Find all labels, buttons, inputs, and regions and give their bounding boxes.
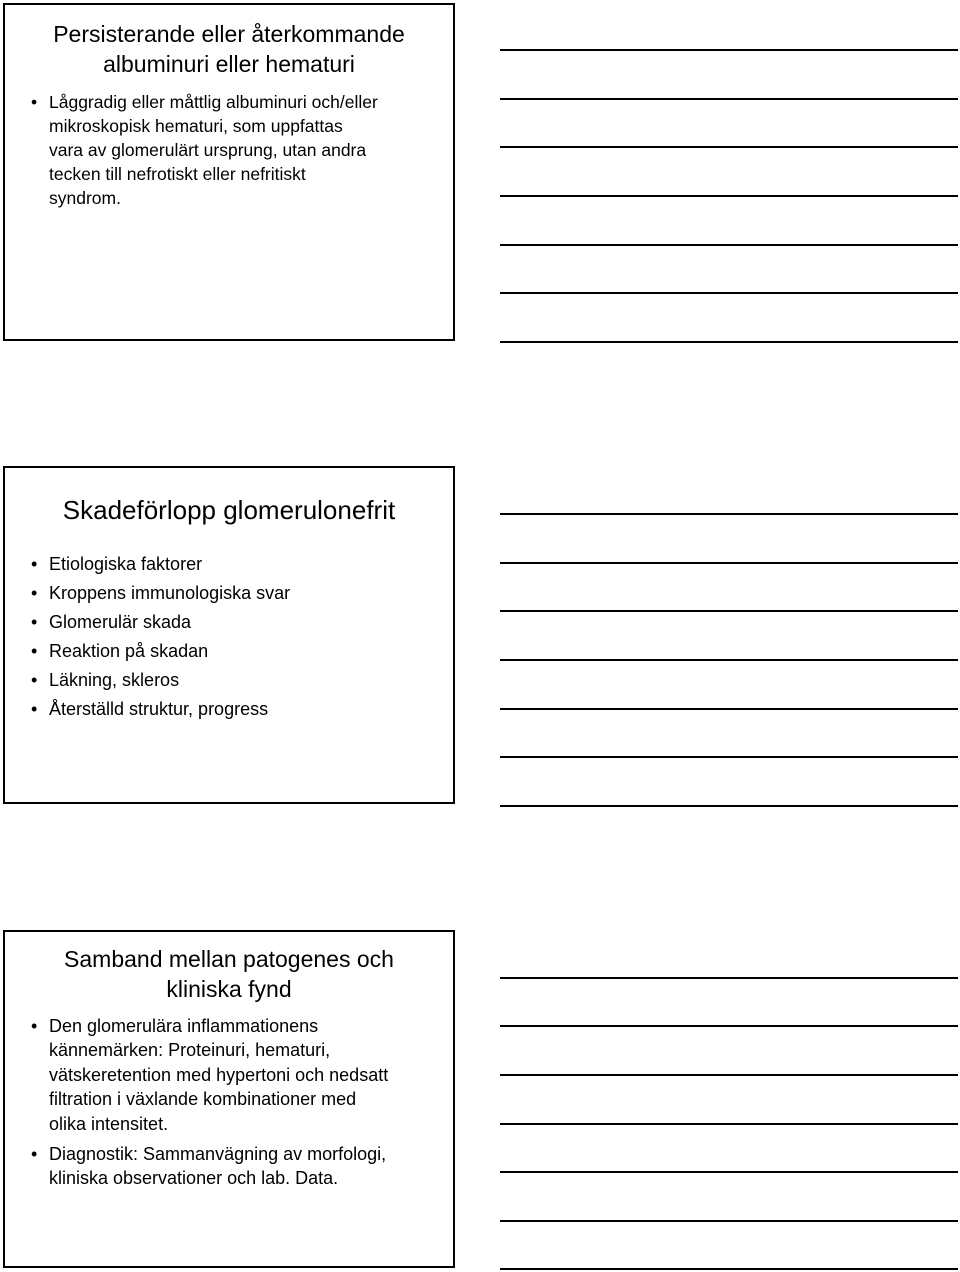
bullet-line: syndrom. bbox=[49, 188, 121, 208]
slide-2 bbox=[3, 466, 455, 804]
bullet-line: Reaktion på skadan bbox=[49, 641, 209, 661]
bullet-item bbox=[27, 608, 433, 637]
bullet-list bbox=[27, 90, 433, 210]
bullet-line: Etiologiska faktorer bbox=[49, 554, 203, 574]
note-line bbox=[500, 49, 958, 51]
slide-title-line: kliniska fynd bbox=[166, 976, 292, 1002]
bullet-symbol: • bbox=[31, 670, 38, 690]
bullet-item bbox=[27, 579, 433, 608]
bullet-symbol: • bbox=[31, 612, 38, 632]
bullet-item bbox=[27, 1014, 433, 1136]
bullet-line: kännemärken: Proteinuri, hematuri, bbox=[49, 1040, 331, 1061]
note-line bbox=[500, 195, 958, 197]
note-line bbox=[500, 977, 958, 979]
note-line bbox=[500, 1025, 958, 1027]
note-line bbox=[500, 244, 958, 246]
bullet-symbol: • bbox=[31, 583, 38, 603]
note-line bbox=[500, 341, 958, 343]
bullet-line: Låggradig eller måttlig albuminuri och/eller bbox=[49, 92, 378, 112]
slide-title bbox=[5, 19, 453, 79]
note-line bbox=[500, 513, 958, 515]
bullet-symbol: • bbox=[31, 554, 38, 574]
slide-title bbox=[5, 494, 453, 526]
bullet-line: kliniska observationer och lab. Data. bbox=[49, 1168, 339, 1189]
bullet-line: Läkning, skleros bbox=[49, 670, 180, 690]
bullet-list bbox=[27, 1014, 433, 1191]
slide-title bbox=[5, 944, 453, 1004]
note-line bbox=[500, 562, 958, 564]
note-line bbox=[500, 805, 958, 807]
note-line bbox=[500, 659, 958, 661]
note-line bbox=[500, 1268, 958, 1270]
bullet-line: vätskeretention med hypertoni och nedsatt bbox=[49, 1064, 389, 1085]
bullet-list bbox=[27, 550, 433, 724]
bullet-line: tecken till nefrotiskt eller nefritiskt bbox=[49, 164, 306, 184]
bullet-line: vara av glomerulärt ursprung, utan andra bbox=[49, 140, 367, 160]
bullet-item bbox=[27, 1142, 433, 1191]
slide-title-line: Samband mellan patogenes och bbox=[64, 946, 394, 972]
bullet-symbol: • bbox=[31, 92, 38, 112]
slide-3 bbox=[3, 930, 455, 1268]
slide-title-line: albuminuri eller hematuri bbox=[103, 51, 355, 77]
bullet-symbol: • bbox=[31, 641, 38, 661]
bullet-item bbox=[27, 550, 433, 579]
note-line bbox=[500, 1171, 958, 1173]
bullet-line: Diagnostik: Sammanvägning av morfologi, bbox=[49, 1144, 387, 1165]
note-line bbox=[500, 1074, 958, 1076]
note-line bbox=[500, 610, 958, 612]
note-line bbox=[500, 756, 958, 758]
bullet-item bbox=[27, 637, 433, 666]
note-line bbox=[500, 1123, 958, 1125]
bullet-item bbox=[27, 666, 433, 695]
bullet-symbol: • bbox=[31, 1144, 38, 1165]
bullet-item bbox=[27, 90, 433, 210]
bullet-symbol: • bbox=[31, 699, 38, 719]
slide-1 bbox=[3, 3, 455, 341]
note-line bbox=[500, 98, 958, 100]
bullet-line: Den glomerulära inflammationens bbox=[49, 1016, 319, 1036]
note-line bbox=[500, 292, 958, 294]
bullet-line: Glomerulär skada bbox=[49, 612, 192, 632]
bullet-line: olika intensitet. bbox=[49, 1113, 169, 1134]
bullet-symbol: • bbox=[31, 1016, 38, 1036]
bullet-item bbox=[27, 695, 433, 724]
note-line bbox=[500, 708, 958, 710]
bullet-line: Kroppens immunologiska svar bbox=[49, 583, 291, 603]
note-line bbox=[500, 146, 958, 148]
note-line bbox=[500, 1220, 958, 1222]
slide-title-line: Persisterande eller återkommande bbox=[53, 21, 405, 47]
bullet-line: mikroskopisk hematuri, som uppfattas bbox=[49, 116, 343, 136]
bullet-line: filtration i växlande kombinationer med bbox=[49, 1089, 357, 1110]
bullet-line: Återställd struktur, progress bbox=[49, 699, 269, 719]
slide-title-line: Skadeförlopp glomerulonefrit bbox=[62, 495, 396, 525]
